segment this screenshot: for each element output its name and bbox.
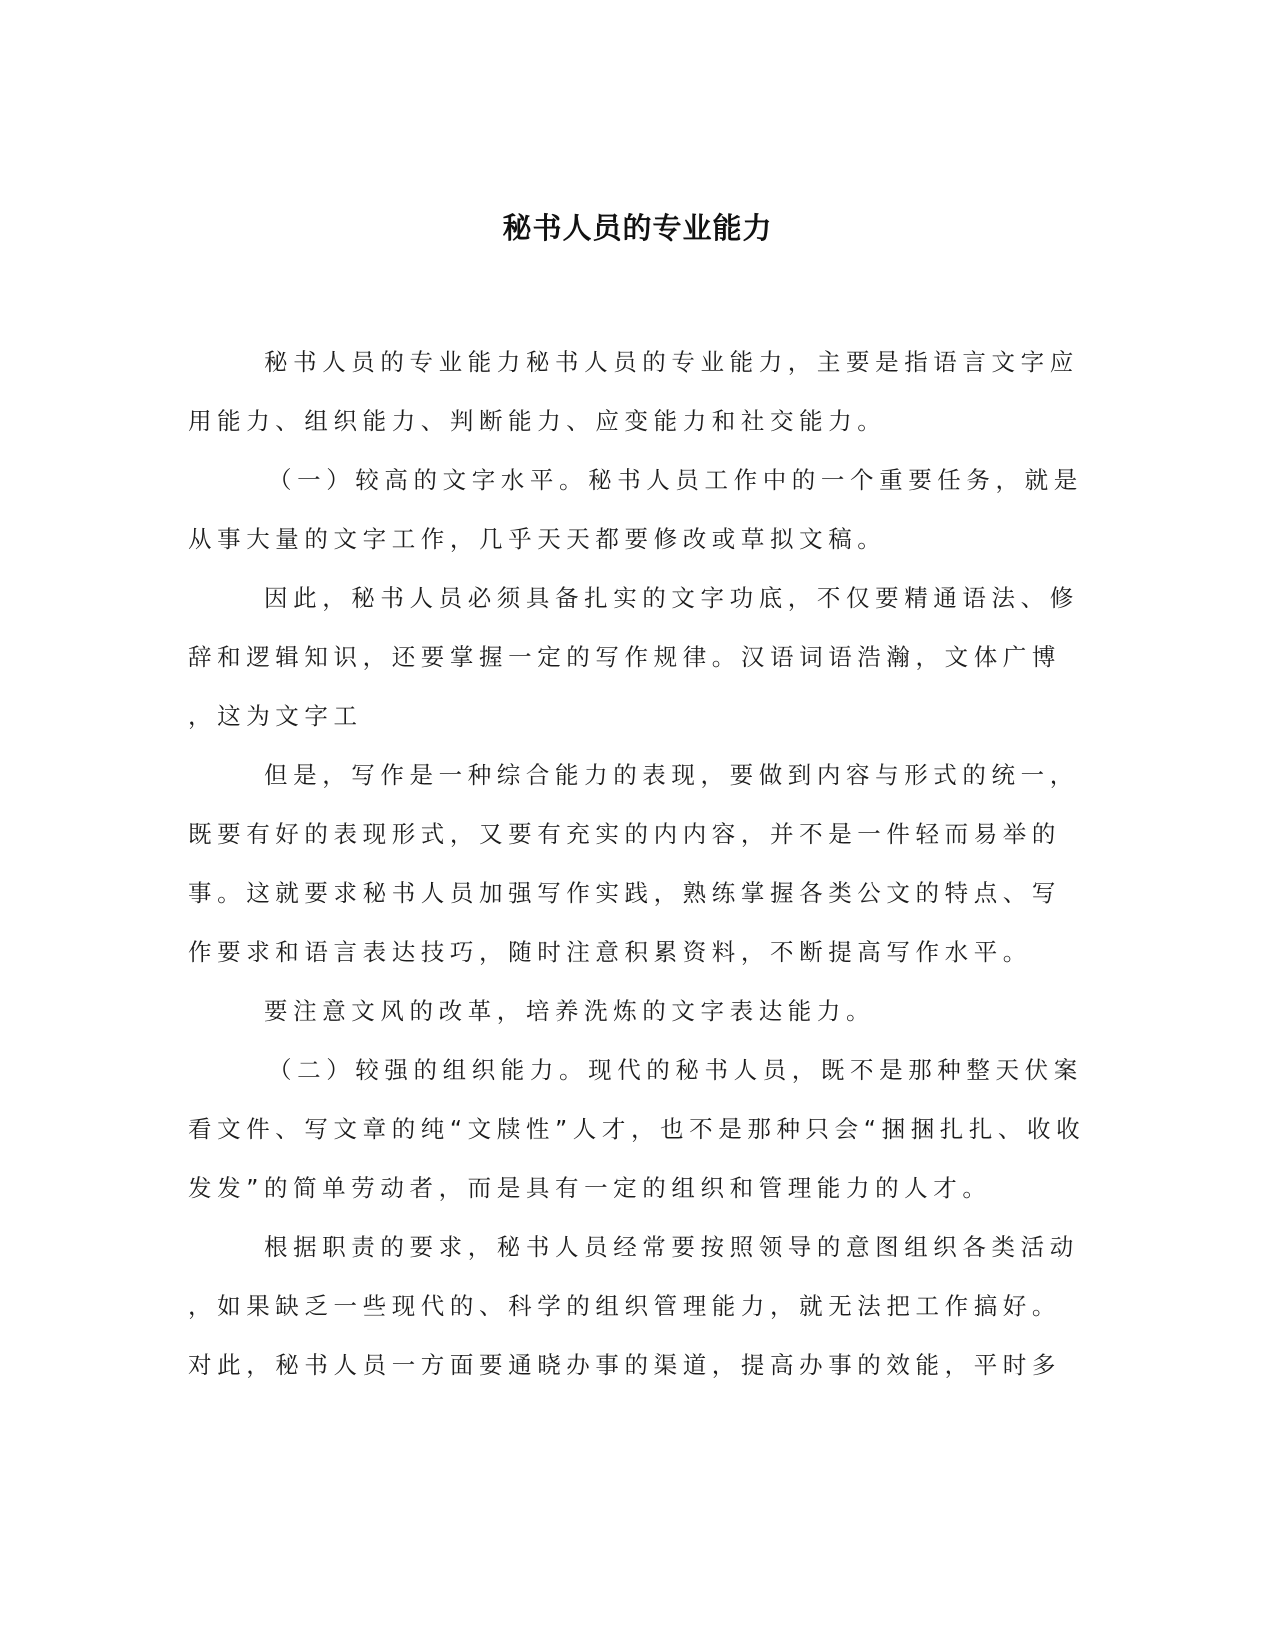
text-line: 要注意文风的改革，培养洗炼的文字表达能力。 bbox=[264, 997, 876, 1025]
text-line: 秘书人员的专业能力秘书人员的专业能力，主要是指语言文字应 bbox=[264, 348, 1079, 376]
text-line: 但是，写作是一种综合能力的表现，要做到内容与形式的统一， bbox=[264, 761, 1079, 789]
text-line: 因此，秘书人员必须具备扎实的文字功底，不仅要精通语法、修 bbox=[264, 584, 1079, 612]
text-line: ，如果缺乏一些现代的、科学的组织管理能力，就无法把工作搞好。 bbox=[188, 1292, 1061, 1320]
text-line: 辞和逻辑知识，还要掌握一定的写作规律。汉语词语浩瀚，文体广博 bbox=[188, 643, 1061, 671]
page-title: 秘书人员的专业能力 bbox=[502, 211, 773, 245]
text-line: 对此，秘书人员一方面要通晓办事的渠道，提高办事的效能，平时多 bbox=[188, 1351, 1061, 1379]
text-line: ，这为文字工 bbox=[188, 702, 363, 730]
text-line: 从事大量的文字工作，几乎天天都要修改或草拟文稿。 bbox=[188, 525, 887, 553]
text-line: 作要求和语言表达技巧，随时注意积累资料，不断提高写作水平。 bbox=[188, 938, 1032, 966]
text-line: 发发”的简单劳动者，而是具有一定的组织和管理能力的人才。 bbox=[188, 1174, 992, 1202]
text-line: （二）较强的组织能力。现代的秘书人员，既不是那种整天伏案 bbox=[268, 1056, 1083, 1084]
text-line: （一）较高的文字水平。秘书人员工作中的一个重要任务，就是 bbox=[268, 466, 1083, 494]
text-line: 看文件、写文章的纯“文牍性”人才，也不是那种只会“捆捆扎扎、收收 bbox=[188, 1115, 1086, 1143]
text-line: 事。这就要求秘书人员加强写作实践，熟练掌握各类公文的特点、写 bbox=[188, 879, 1061, 907]
text-line: 既要有好的表现形式，又要有充实的内内容，并不是一件轻而易举的 bbox=[188, 820, 1061, 848]
document-body bbox=[188, 333, 1086, 1395]
text-line: 根据职责的要求，秘书人员经常要按照领导的意图组织各类活动 bbox=[264, 1233, 1079, 1261]
text-line: 用能力、组织能力、判断能力、应变能力和社交能力。 bbox=[188, 407, 887, 435]
